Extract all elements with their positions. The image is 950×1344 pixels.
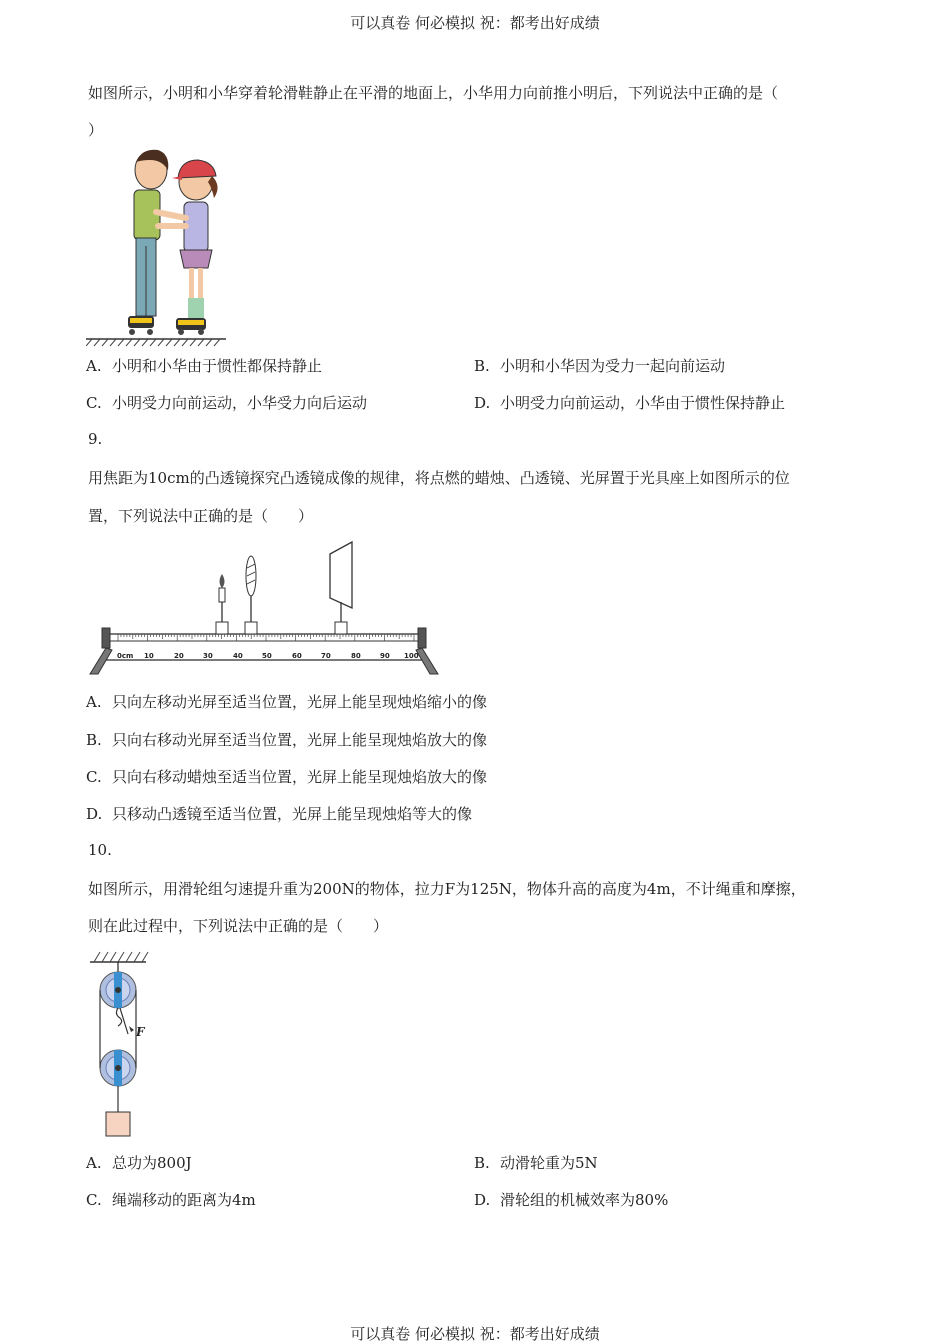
moving-pulley xyxy=(100,1050,136,1086)
q9-option-d xyxy=(86,803,472,824)
ruler-label-0: 0cm xyxy=(117,652,134,660)
q10-number: 10. xyxy=(88,841,112,859)
option-key: C. xyxy=(86,768,102,786)
q9-number: 9. xyxy=(88,430,103,448)
option-text: 动滑轮重为5N xyxy=(500,1154,598,1172)
ruler-label-10: 10 xyxy=(144,652,154,660)
light-screen xyxy=(330,542,352,634)
q8-option-c xyxy=(86,392,367,413)
q9-option-a xyxy=(86,691,487,712)
option-text: 小明受力向前运动，小华受力向后运动 xyxy=(112,394,368,412)
option-text: 小明和小华因为受力一起向前运动 xyxy=(500,357,726,375)
option-text: 只向右移动光屏至适当位置，光屏上能呈现烛焰放大的像 xyxy=(112,731,488,749)
page-footer: 可以真卷 何必模拟 祝：都考出好成绩 xyxy=(350,1325,600,1343)
ruler-label-30: 30 xyxy=(203,652,213,660)
q8-figure-skaters xyxy=(86,146,231,348)
force-label: F xyxy=(136,1025,145,1039)
option-key: B. xyxy=(86,731,102,749)
q8-option-b xyxy=(474,355,725,376)
candle xyxy=(216,574,228,634)
option-key: D. xyxy=(86,805,103,823)
q10-stem-line2: 则在此过程中，下列说法中正确的是（ ） xyxy=(88,917,389,935)
option-key: C. xyxy=(86,394,102,412)
q10-stem-line1: 如图所示，用滑轮组匀速提升重为200N的物体，拉力F为125N，物体升高的高度为4m，不计绳重和摩擦， xyxy=(88,880,806,898)
ruler-label-50: 50 xyxy=(262,652,272,660)
ruler-label-70: 70 xyxy=(321,652,331,660)
ruler-label-60: 60 xyxy=(292,652,302,660)
option-text: 总功为800J xyxy=(112,1154,192,1172)
option-key: D. xyxy=(474,394,491,412)
q10-figure-pulley xyxy=(86,946,166,1140)
q10-option-d xyxy=(474,1189,668,1210)
ruler-label-20: 20 xyxy=(174,652,184,660)
option-key: A. xyxy=(86,357,102,375)
q8-stem-line1: 如图所示，小明和小华穿着轮滑鞋静止在平滑的地面上，小华用力向前推小明后，下列说法中正确的是（ xyxy=(88,84,779,102)
q8-option-d xyxy=(474,392,785,413)
option-key: A. xyxy=(86,693,102,711)
page-header: 可以真卷 何必模拟 祝：都考出好成绩 xyxy=(350,14,600,32)
q10-option-a xyxy=(86,1152,192,1173)
ruler-label-100: 100 xyxy=(404,652,419,660)
q10-option-c xyxy=(86,1189,256,1210)
ruler-label-40: 40 xyxy=(233,652,243,660)
option-key: A. xyxy=(86,1154,102,1172)
option-key: C. xyxy=(86,1191,102,1209)
option-text: 滑轮组的机械效率为80% xyxy=(500,1191,669,1209)
q9-stem-line1: 用焦距为10cm的凸透镜探究凸透镜成像的规律，将点燃的蜡烛、凸透镜、光屏置于光具座上如图所示的位 xyxy=(88,469,790,487)
q9-option-b xyxy=(86,729,487,750)
ruler-label-80: 80 xyxy=(351,652,361,660)
fixed-pulley xyxy=(100,972,136,1008)
option-text: 只移动凸透镜至适当位置，光屏上能呈现烛焰等大的像 xyxy=(112,805,473,823)
convex-lens xyxy=(245,556,257,634)
q8-option-a xyxy=(86,355,322,376)
option-key: D. xyxy=(474,1191,491,1209)
option-text: 小明和小华由于惯性都保持静止 xyxy=(112,357,323,375)
q9-option-c xyxy=(86,766,487,787)
q9-figure-optical-bench xyxy=(86,538,448,680)
q9-stem-line2: 置，下列说法中正确的是（ ） xyxy=(88,507,314,525)
option-key: B. xyxy=(474,357,490,375)
option-text: 只向右移动蜡烛至适当位置，光屏上能呈现烛焰放大的像 xyxy=(112,768,488,786)
option-text: 小明受力向前运动，小华由于惯性保持静止 xyxy=(500,394,786,412)
option-key: B. xyxy=(474,1154,490,1172)
q10-option-b xyxy=(474,1152,598,1173)
option-text: 绳端移动的距离为4m xyxy=(112,1191,256,1209)
ruler-label-90: 90 xyxy=(380,652,390,660)
option-text: 只向左移动光屏至适当位置，光屏上能呈现烛焰缩小的像 xyxy=(112,693,488,711)
q8-stem-line2: ） xyxy=(88,121,104,139)
